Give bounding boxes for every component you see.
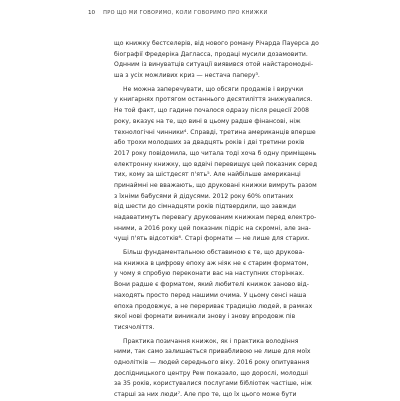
body-text-line: Не можна заперечувати, що обсяги продажів і виручки <box>123 85 304 93</box>
body-text-line: Практика позичання книжок, як і практика володіння <box>123 337 299 345</box>
body-text-line: технологічні чинники⁴. Справді, третина американців вперше <box>114 128 316 136</box>
body-text-line: електронну книжку, що вдвічі перевищує цей показник серед <box>114 160 318 168</box>
body-text-line: на книжка в цифрову епоху аж ніяк не є старим форматом, <box>114 259 309 267</box>
body-text-line: якої нові формати виникали знову і знову впродовж пів <box>114 313 296 321</box>
body-text-line: однолітків — людей середнього віку. 2016 року опитування <box>114 358 310 366</box>
body-text-line: року, вказує на те, що вині в цьому радше фінансові, ніж <box>114 117 301 125</box>
body-text-line: від шести до сімнадцяти років підтвердили, що завжди <box>114 203 296 211</box>
running-head <box>88 8 320 18</box>
body-text-line: у книгарнях протягом останнього десятиліття знижувалися. <box>114 96 313 104</box>
body-text-line: нними, а 2016 року цей показник підріс на скромні, але зна- <box>114 224 311 232</box>
running-title: ПРО ЩО МИ ГОВОРИМО, КОЛИ ГОВОРИМО ПРО КНИЖКИ <box>103 10 268 16</box>
body-text <box>114 39 320 398</box>
body-text-line: чущі п'ять відсотків⁶. Старі формати — не лише для старих. <box>114 235 310 243</box>
body-text-line: за 35 років, користувалися послугами бібліотек частіше, ніж <box>114 380 312 388</box>
body-text-line: епоха продовжує, а не перериває традицію людей, в рамках <box>114 302 313 310</box>
body-text-line: Більш фундаментальною обставиною є те, що друкова- <box>123 249 305 257</box>
body-text-line: надаватимуть перевагу друкованим книжкам перед електро- <box>114 214 317 221</box>
body-text-line: тисячоліття. <box>114 323 155 331</box>
body-text-line: біографії Фредеріка Дагласса, продаці мусили дозамовити. <box>114 50 308 58</box>
body-text-line: Однним із винуватців ситуації виявився отой найстаромодні- <box>114 61 314 69</box>
body-text-line: тих, кому за шістдесят п'ять⁵. Але найбільше американці <box>114 171 301 179</box>
body-text-line: ша з усіх можливих криз — нестача паперу³. <box>114 72 260 80</box>
body-text-line: або трохи молодших за двадцять років і дві третини років <box>114 139 305 147</box>
body-text-line: у чому я спробую переконати вас на наступних сторінках. <box>114 270 305 278</box>
body-text-line: находять просто перед нашими очима. У цьому сенсі наша <box>114 291 307 299</box>
body-text-line: дослідницького центру Pew показало, що дорослі, молодші <box>114 369 308 377</box>
body-text-line: Не той факт, що гадине почалося одразу після рецесії 2008 <box>114 107 309 115</box>
page-number: 10 <box>88 10 96 16</box>
body-text-line: старші за них люди⁷. Але про те, що їх цього може бути <box>114 391 297 398</box>
body-text-line: що книжку бестселерів, від нового роману Річарда Пауерса до <box>114 40 319 47</box>
body-text-line: принаймні не вважають, що друковані книжки вимруть разом <box>114 181 317 189</box>
body-text-line: з їхніми бабусями й дідусями. 2012 року 60% опитаних <box>114 192 294 200</box>
body-text-line: ними, так само залишається привабливою не лише для моїх <box>114 348 311 356</box>
body-text-line: 2017 року повідомила, що читала тоді хоча б одну приміщень <box>114 149 317 157</box>
body-text-line: Вони радше є форматом, який любителі книжок заново від- <box>114 281 310 289</box>
